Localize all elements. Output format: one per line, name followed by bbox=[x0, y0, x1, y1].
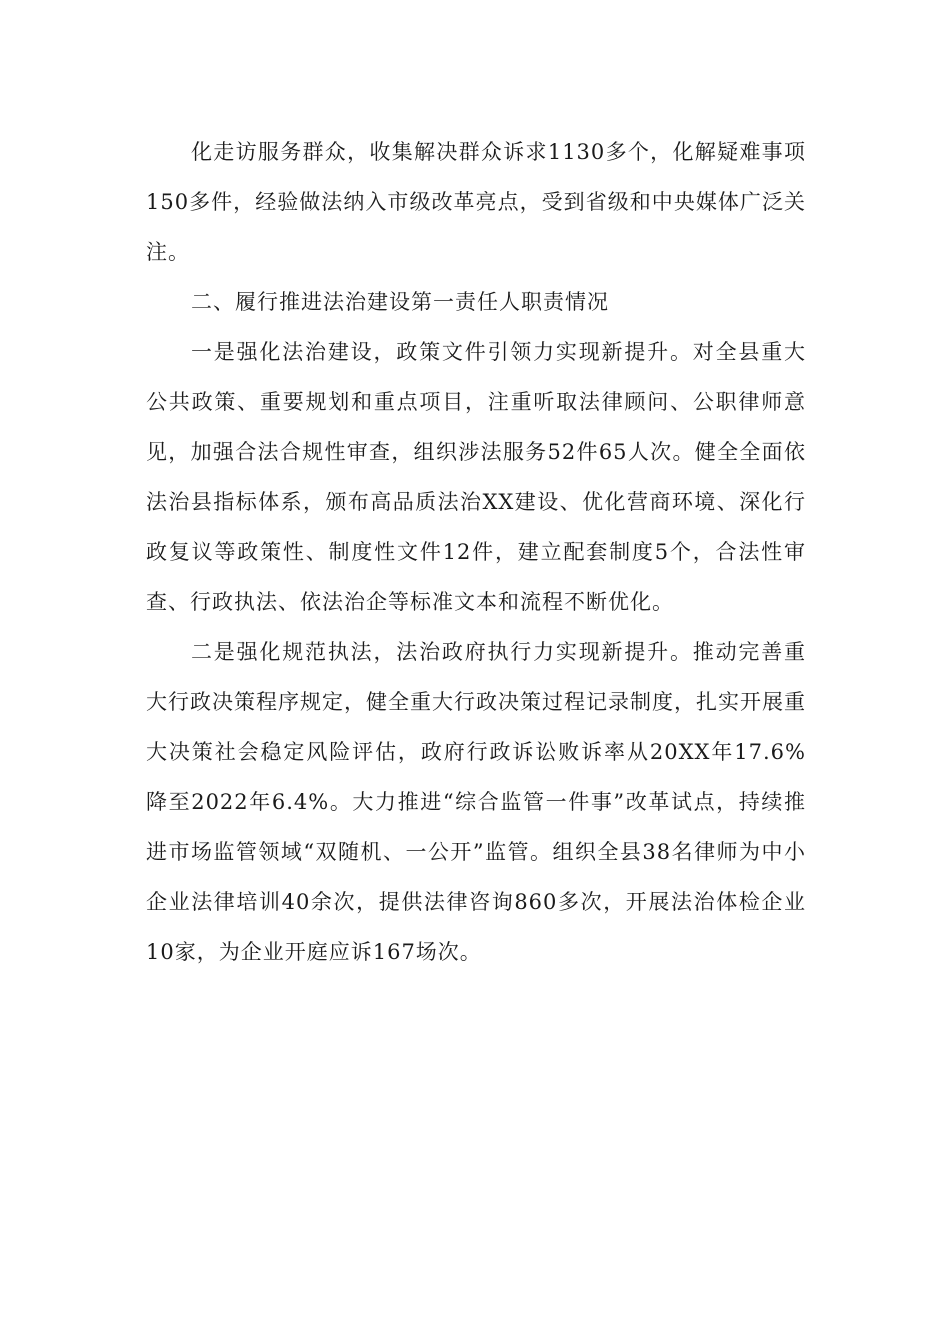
document-body bbox=[146, 127, 806, 977]
section-heading: 二、履行推进法治建设第一责任人职责情况 bbox=[191, 290, 609, 314]
paragraph-standardized-enforcement: 二是强化规范执法，法治政府执行力实现新提升。推动完善重大行政决策程序规定，健全重大行政决策过程记录制度，扎实开展重大决策社会稳定风险评估，政府行政诉讼败诉率从20XX年17.6%降至2022年6.4%。大力推进“综合监管一件事”改革试点，持续推进市场监管领域“双随机、一公开”监管。组织全县38名律师为中小企业法律培训40余次，提供法律咨询860多次，开展法治体检企业10家，为企业开庭应诉167场次。 bbox=[146, 640, 806, 964]
paragraph-rule-of-law-construction: 一是强化法治建设，政策文件引领力实现新提升。对全县重大公共政策、重要规划和重点项目，注重听取法律顾问、公职律师意见，加强合法合规性审查，组织涉法服务52件65人次。健全全面依法治县指标体系，颁布高品质法治XX建设、优化营商环境、深化行政复议等政策性、制度性文件12件，建立配套制度5个，合法性审查、行政执法、依法治企等标准文本和流程不断优化。 bbox=[146, 340, 806, 614]
paragraph-continuation: 化走访服务群众，收集解决群众诉求1130多个，化解疑难事项150多件，经验做法纳入市级改革亮点，受到省级和中央媒体广泛关注。 bbox=[146, 140, 806, 264]
